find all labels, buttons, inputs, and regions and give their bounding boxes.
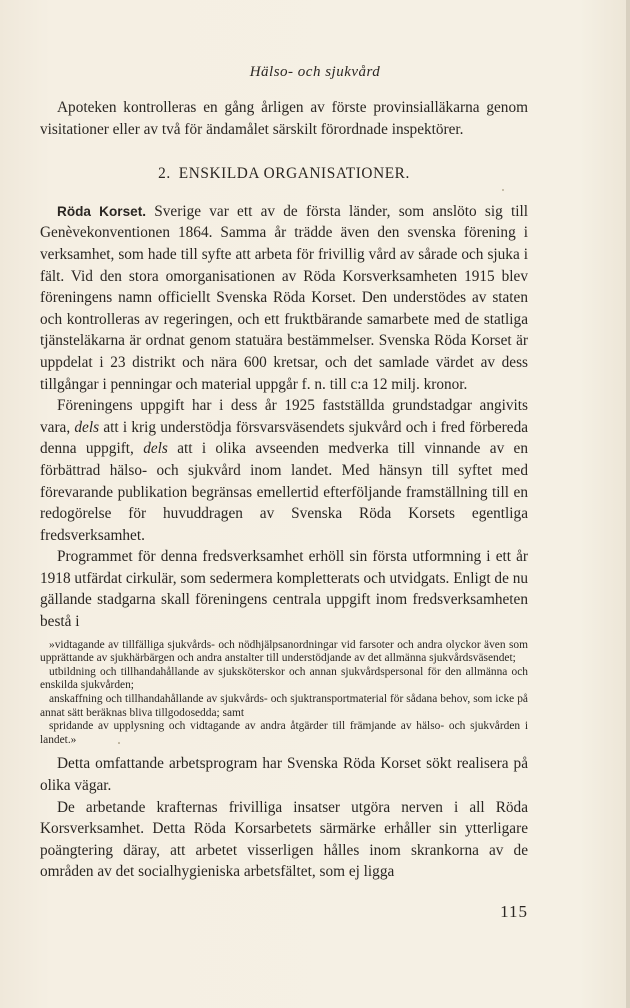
- emphasis-dels: dels: [74, 418, 100, 436]
- quote-item: spridande av upplysning och vidtagande av andra åtgärder till främjande av hälso- och sjukvården i landet.»: [40, 720, 528, 746]
- paragraph-foreningens: [40, 395, 528, 546]
- page-edge: [626, 0, 630, 1008]
- paragraph-roda-korset-text: Sverige var ett av de första länder, som anslöto sig till Genèvekonventionen 1864. Samma år trädde även den svenska förening i verksamhet, som hade till syfte att arbeta för frivillig vård av sårade och sjuka i fält. Vid den stora omorganisationen av Röda Korsverksamheten 1915 blev föreningens namn officiellt Svenska Röda Korset. Den understödes av staten och kontrolleras av regeringen, och ett fruktbärande samarbete med de statliga tjänsteläkarna är ordnat genom statuära bestämmelser. Svenska Röda Korset är uppdelat i 23 distrikt och nära 600 kretsar, och det samlade värdet av dess tillgångar i penningar och material uppgår f. n. till c:a 12 milj. kronor.: [40, 202, 528, 393]
- paper-speck: [502, 189, 504, 191]
- page-body: [40, 97, 528, 883]
- section-number: 2.: [158, 165, 171, 183]
- paper-speck: [118, 742, 120, 744]
- paragraph-roda-korset: [40, 201, 528, 395]
- paragraph-programmet: Programmet för denna fredsverksamhet erhöll sin första utformning i ett år 1918 utfärdat cirkulär, som sedermera kompletterats och utvidgats. Enligt de nu gällande stadgarna skall föreningens centrala uppgift inom fredsverksamheten bestå i: [40, 548, 528, 631]
- paragraph-apoteken: Apoteken kontrolleras en gång årligen av förste provinsialläkarna genom visitationer eller av två för ändamålet särskilt förordnade inspektörer.: [40, 99, 528, 138]
- paragraph-detta: Detta omfattande arbetsprogram har Svenska Röda Korset sökt realisera på olika vägar.: [40, 755, 528, 794]
- quote-item: utbildning och tillhandahållande av sjuksköterskor och annan sjukvårdspersonal för den allmänna och enskilda sjukvården;: [40, 665, 528, 692]
- section-heading: [40, 163, 528, 185]
- page-number: 115: [500, 902, 528, 921]
- statute-quote: [40, 639, 528, 748]
- running-head: Hälso- och sjukvård: [249, 64, 381, 80]
- quote-item: »vidtagande av tillfälliga sjukvårds- och nödhjälpsanordningar vid farsoter och andra olyckor även som upprättande av sjukhärbärgen och andra anstalter till understödjande av det allmänna sjukvårdsväsendet;: [40, 638, 528, 665]
- quote-item: anskaffning och tillhandahållande av sjukvårds- och sjuktransportmaterial för sådana behov, som icke på annat sätt beräknas bliva tillgodosedda; samt: [40, 693, 528, 719]
- paragraph-de-arbetande: De arbetande krafternas frivilliga insatser utgöra nerven i all Röda Korsverksamhet. Detta Röda Korsarbetets särmärke erhåller sin ytterligare poängtering däray, att arbetet visserligen hålles inom skrankorna av de områden av det socialhygieniska arbetsfältet, som ej ligga: [40, 798, 528, 881]
- run-in-heading: Röda Korset.: [57, 203, 147, 219]
- section-title: ENSKILDA ORGANISATIONER.: [178, 165, 410, 183]
- emphasis-dels: dels: [143, 440, 168, 458]
- paragraph-text: att i krig understödja försvarsväsendets sjukvård och i fred förbereda denna uppgift,: [40, 418, 529, 458]
- paragraph-text: Föreningens uppgift har i dess år 1925 fastställda grundstadgar angivits vara,: [40, 397, 528, 436]
- paragraph-text: att i olika avseenden medverka till vinnande av en förbättrad hälso- och sjukvård inom landet. Med hänsyn till syftet med förevarande publikation begränsas emellertid efterföljande framställning till en redogörelse för huvuddragen av Svenska Röda Korsets egentliga fredsverksamhet.: [40, 440, 528, 544]
